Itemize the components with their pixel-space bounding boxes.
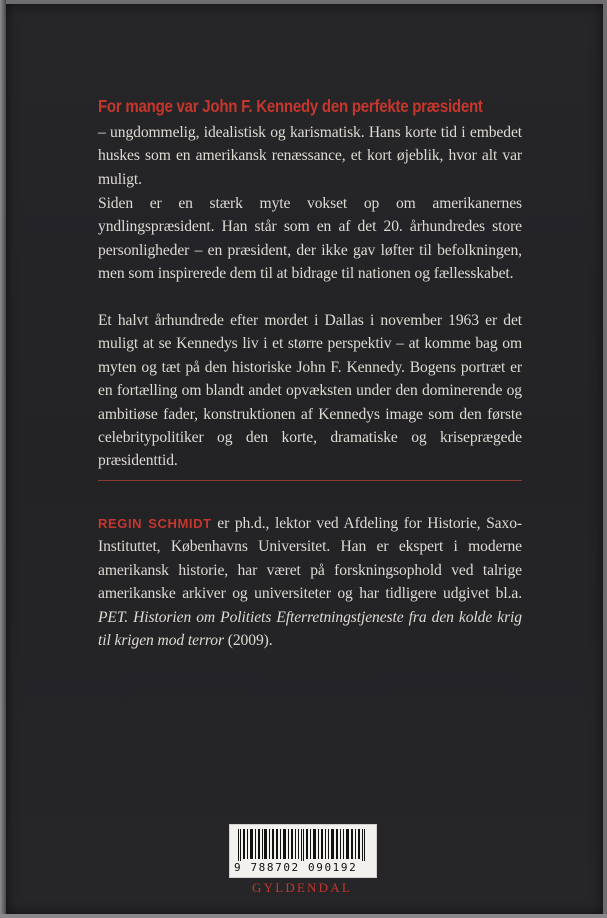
book-bottom-edge — [0, 914, 607, 918]
barcode — [229, 824, 377, 878]
publisher-logo-text: GYLDENDAL — [252, 880, 352, 895]
blurb-paragraph-3: Et halvt århundrede efter mordet i Dallas i november 1963 er det muligt at se Kennedys liv i et større perspektiv – at komme bag om myten og tæt på den historiske John F. Kennedy. Bogens portræt er en fortælling om blandt andet opvæksten under den dominerende og ambitiøse fader, konstruktionen af Kennedys image som den første celebritypolitiker og den korte, dramatiske og kriseprægede præsidenttid. — [98, 312, 522, 470]
blurb-paragraph-2: Siden er en stærk myte vokset op om amerikanernes yndlingspræsident. Han står som en af det 20. århundredes store personligheder – en præsident, der ikke gav løfter til befolkningen, men som inspirerede dem til at bidrage til nationen og fællesskabet. — [98, 195, 522, 283]
book-title: PET. Historien om Politiets Efterretningstjeneste fra den kolde krig til krigen mod terror — [98, 608, 522, 650]
barcode-bars — [236, 829, 370, 861]
blurb-paragraph-1: – ungdommelig, idealistisk og karismatisk. Hans korte tid i embedet huskes som en amerikansk renæssance, et kort øjeblik, hvor alt var muligt. — [98, 124, 522, 188]
author-bio-text: er ph.d., lektor ved Afdeling for Historie, Saxo-Instituttet, Københavns Universitet. Han er ekspert i moderne amerikansk historie, har været på forskningsophold ved talrige amerikanske arkiver og universiteter og har tidligere udgivet bl.a. — [98, 515, 522, 603]
headline: For mange var John F. Kennedy den perfekte præsident — [98, 96, 483, 116]
divider-line — [98, 480, 522, 481]
author-bio-end: (2009). — [223, 632, 273, 650]
author-name: REGIN SCHMIDT — [98, 516, 212, 531]
author-bio — [98, 512, 522, 652]
isbn-number: 9 788702 090192 — [234, 861, 358, 874]
